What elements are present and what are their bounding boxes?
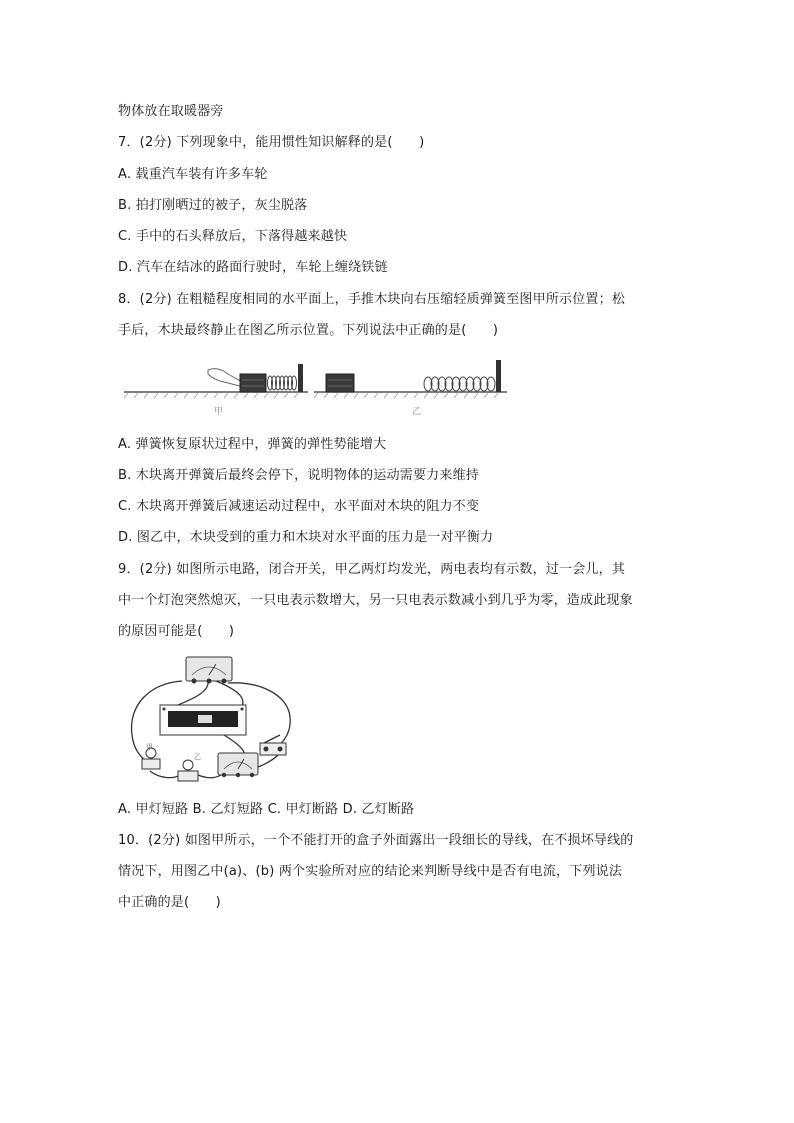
lamp-jia-label: 甲 [146, 743, 153, 751]
q9-stem-line2: 中一个灯泡突然熄灭，一只电表示数增大，另一只电表示数减小到几乎为零，造成此现象 [118, 593, 633, 608]
ground-jia [124, 392, 308, 398]
q7-stem: 7．(2分) 下列现象中，能用惯性知识解释的是( ) [118, 135, 425, 150]
q9-stem-line1: 9．(2分) 如图所示电路，闭合开关，甲乙两灯均发光，两电表均有示数，过一会儿，其 [118, 562, 626, 577]
q8-stem-line1: 8．(2分) 在粗糙程度相同的水平面上，手推木块向右压缩轻质弹簧至图甲所示位置；松 [118, 292, 626, 307]
spring-relaxed [424, 377, 495, 391]
block-yi [326, 374, 354, 392]
hand-icon [208, 369, 242, 386]
ground-yi [314, 392, 507, 398]
q8-option-b: B. 木块离开弹簧后最终会停下，说明物体的运动需要力来维持 [118, 468, 479, 483]
q10-stem-line3: 中正确的是( ) [118, 895, 221, 910]
lamp-jia [142, 743, 160, 769]
q7-option-d: D. 汽车在结冰的路面行驶时，车轮上缠绕铁链 [118, 260, 388, 275]
q9-stem-line3: 的原因可能是( ) [118, 624, 235, 639]
block-jia [240, 374, 266, 392]
spring-compressed [268, 376, 297, 390]
q7-option-c: C. 手中的石头释放后，下落得越来越快 [118, 229, 348, 244]
q7-option-b: B. 拍打刚晒过的被子，灰尘脱落 [118, 198, 308, 213]
q9-figure [120, 655, 298, 791]
q8-option-c: C. 木块离开弹簧后减速运动过程中，水平面对木块的阻力不变 [118, 499, 480, 514]
wall-yi [496, 360, 501, 392]
label-jia: 甲 [214, 407, 224, 417]
q8-stem-line2: 手后，木块最终静止在图乙所示位置。下列说法中正确的是( ) [118, 323, 499, 338]
q8-option-d: D. 图乙中，木块受到的重力和木块对水平面的压力是一对平衡力 [118, 530, 494, 545]
q7-option-a: A. 载重汽车装有许多车轮 [118, 167, 268, 182]
q8-figure [122, 356, 512, 418]
circuit-diagram [120, 655, 298, 791]
q10-stem-line2: 情况下，用图乙中(a)、(b) 两个实验所对应的结论来判断导线中是否有电流，下列说法 [118, 864, 623, 879]
q8-option-a: A. 弹簧恢复原状过程中，弹簧的弹性势能增大 [118, 437, 387, 452]
lamp-yi [178, 753, 201, 781]
text-line-continuation: 物体放在取暖器旁 [118, 104, 224, 119]
voltmeter-top [186, 657, 232, 684]
q9-options: A. 甲灯短路 B. 乙灯短路 C. 甲灯断路 D. 乙灯断路 [118, 802, 415, 817]
spring-block-diagram [122, 356, 512, 418]
ammeter-bottom [218, 753, 258, 777]
lamp-yi-label: 乙 [194, 753, 201, 761]
q10-stem-line1: 10．(2分) 如图甲所示，一个不能打开的盒子外面露出一段细长的导线，在不损坏导线的 [118, 833, 634, 848]
switch [260, 735, 286, 755]
label-yi: 乙 [412, 407, 422, 417]
wall-jia [298, 364, 303, 392]
battery-box [160, 705, 246, 735]
